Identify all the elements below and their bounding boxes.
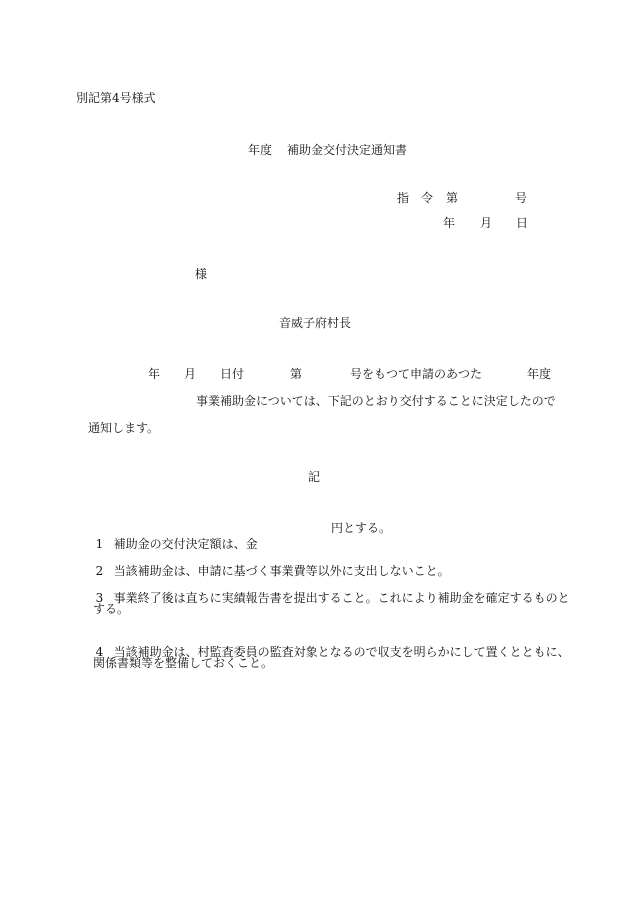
addressee-suffix: 様 (195, 267, 208, 281)
reference-dai: 第 (446, 191, 459, 205)
body-month: 月 (184, 367, 197, 381)
item-number: 4 (95, 645, 104, 659)
title-year-label: 年度 (248, 143, 273, 157)
ki-heading: 記 (308, 470, 321, 484)
item-text: 当該補助金は、村監査委員の監査対象となるので収支を明らかにして置くとともに、 (113, 645, 570, 659)
date-month: 月 (480, 216, 493, 230)
body-year: 年 (148, 367, 161, 381)
date-year: 年 (443, 216, 456, 230)
reference-go: 号 (515, 191, 528, 205)
reference-shirei: 指 令 (397, 191, 434, 205)
item-text-suffix: 円とする。 (331, 521, 392, 535)
item-number: 1 (95, 537, 104, 551)
body-application-text: 号をもつて申請のあつた (350, 367, 483, 381)
body-date-suffix: 日付 (220, 367, 245, 381)
list-item (88, 574, 570, 606)
form-label: 別記第4号様式 (76, 91, 156, 105)
body-line-3: 通知します。 (88, 421, 160, 435)
sender: 音威子府村長 (279, 316, 352, 330)
body-fiscal-year: 年度 (527, 367, 552, 381)
item-text: 当該補助金は、申請に基づく事業費等以外に支出しないこと。 (113, 564, 450, 578)
document-title: 補助金交付決定通知書 (287, 143, 408, 157)
item-number: 2 (95, 564, 104, 578)
date-day: 日 (516, 216, 529, 230)
item-text: 事業終了後は直ちに実績報告書を提出すること。これにより補助金を確定するものと (113, 591, 570, 605)
item-continuation: する。 (93, 602, 130, 616)
body-dai: 第 (290, 367, 303, 381)
item-continuation: 関係書類等を整備しておくこと。 (93, 656, 274, 670)
item-number: 3 (95, 591, 104, 605)
item-text: 補助金の交付決定額は、金 (113, 537, 258, 551)
body-line-2: 事業補助金については、下記のとおり交付することに決定したので (196, 394, 556, 408)
